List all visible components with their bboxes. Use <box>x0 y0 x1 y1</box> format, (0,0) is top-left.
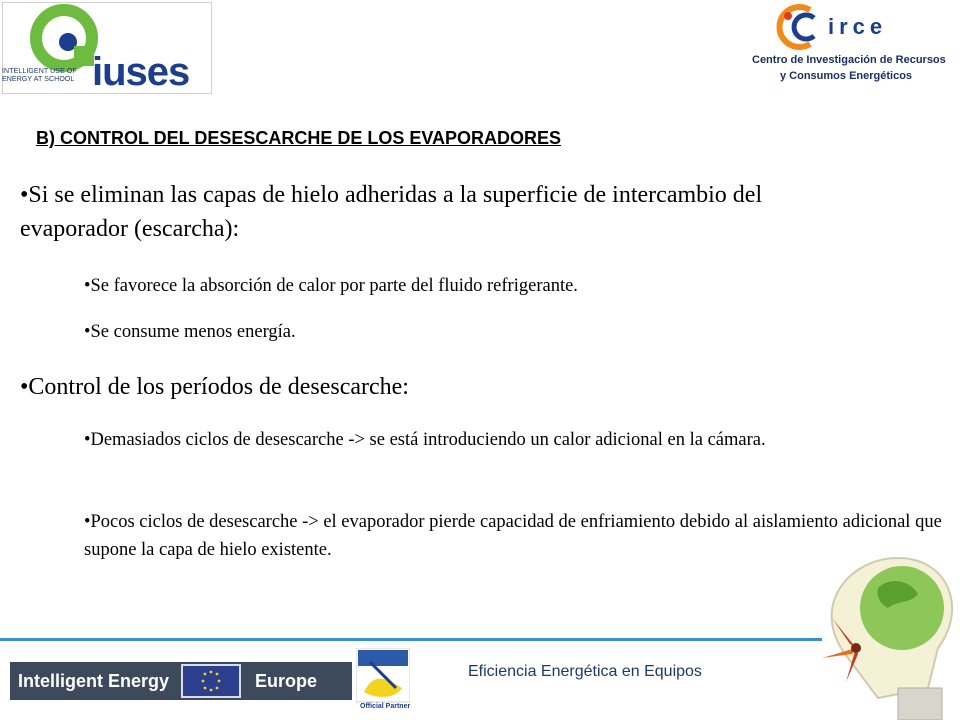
footer-caption: Eficiencia Energética en Equipos <box>468 663 702 680</box>
lightbulb-globe-icon <box>818 548 960 720</box>
bullet-sub-1: •Se favorece la absorción de calor por parte del fluido refrigerante. <box>84 276 578 296</box>
intelligent-energy-banner <box>10 662 352 700</box>
eu-flag-icon <box>181 664 241 698</box>
bullet-main-1: •Si se eliminan las capas de hielo adheridas a la superficie de intercambio del evaporador (escarcha): <box>20 182 763 242</box>
footer-divider <box>0 638 822 641</box>
ie-banner-text-1: Intelligent Energy <box>18 670 170 691</box>
bullet-sub-3: •Demasiados ciclos de desescarche -> se está introduciendo un calor adicional en la cámara. <box>84 430 766 450</box>
ie-banner-text-2: Europe <box>255 670 318 691</box>
circe-subtitle-line1: Centro de Investigación de Recursos <box>752 54 946 66</box>
circe-name: irce <box>828 14 888 39</box>
iuses-brand: iuses <box>92 50 190 94</box>
bullet-sub-4: •Pocos ciclos de desescarche -> el evaporador pierde capacidad de enfriamiento debido al aislamiento adicional que supone la capa de hielo existente. <box>84 512 942 560</box>
iuses-tagline: INTELLIGENT USE OF ENERGY AT SCHOOL <box>2 68 77 83</box>
bullet-main-2: •Control de los períodos de desescarche: <box>20 374 409 400</box>
bullet-sub-2: •Se consume menos energía. <box>84 322 296 342</box>
official-partner-text: Official Partner <box>360 703 411 710</box>
slide-heading: B) CONTROL DEL DESESCARCHE DE LOS EVAPORADORES <box>36 128 562 148</box>
circe-subtitle-line2: y Consumos Energéticos <box>780 70 913 82</box>
